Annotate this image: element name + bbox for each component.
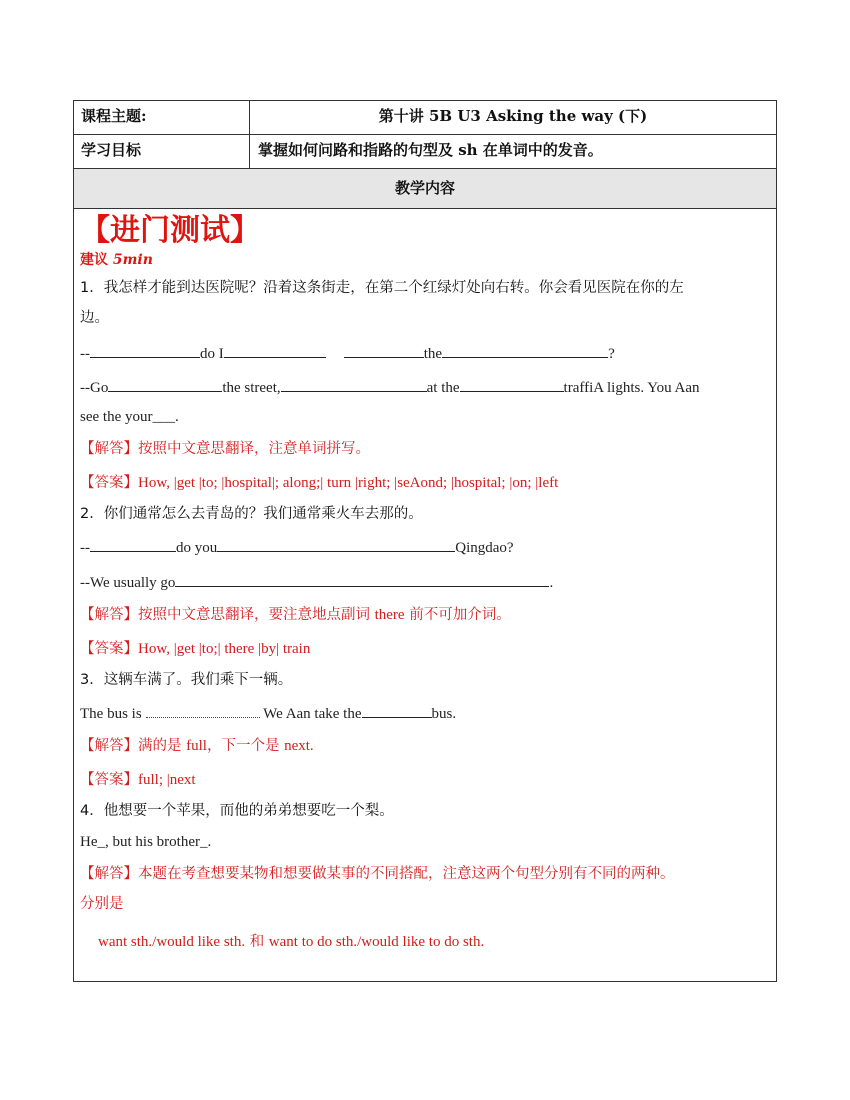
q1-line-1: [80, 343, 770, 364]
q2-line-1: [80, 537, 770, 558]
q2-blank-1[interactable]: [90, 537, 176, 552]
section-title: 【进门测试】: [80, 213, 260, 248]
q2-analysis-tag: 【解答】: [80, 607, 138, 623]
q1-blank-1[interactable]: [90, 343, 200, 358]
q4-pattern-b: want to do sth./would like to do sth.: [268, 934, 485, 950]
goal-value: 掌握如何问路和指路的句型及 sh 在单词中的发音。: [258, 141, 603, 159]
q3-blank-1[interactable]: [146, 705, 260, 718]
q3-analysis: [80, 736, 770, 756]
q4-pattern-and: 和: [249, 934, 265, 950]
q3-l1-c: bus.: [431, 706, 457, 722]
q1-analysis-text: 按照中文意思翻译，注意单词拼写。: [138, 441, 370, 457]
q2-analysis: [80, 605, 770, 625]
q1-l2-d: traffiA lights. You Aan: [563, 380, 700, 396]
q2-answer-text: How, |get |to;| there |by| train: [138, 641, 311, 657]
q2-l1-a: --: [80, 540, 90, 556]
q1-blank-5[interactable]: [108, 377, 222, 392]
q3-l1-b: We Aan take the: [259, 706, 362, 722]
q3-answer: [80, 770, 770, 790]
q2-analysis-there: there: [374, 607, 405, 623]
q4-analysis-tag: 【解答】: [80, 866, 138, 882]
q1-analysis-tag: 【解答】: [80, 441, 138, 457]
q1-l1-a: --: [80, 346, 90, 362]
q3-analysis-a: 满的是: [138, 738, 187, 754]
suggest-prefix: 建议: [80, 252, 113, 268]
q3-line-1: [80, 703, 770, 724]
q1-l1-d: ?: [608, 346, 615, 362]
q1-answer: [80, 473, 770, 493]
q1-blank-4[interactable]: [442, 343, 608, 358]
q4-analysis: [80, 864, 770, 884]
topic-label: 课程主题:: [74, 101, 250, 134]
q1-text-b: 边。: [80, 310, 109, 326]
q1-l2-a: --Go: [80, 380, 109, 396]
q1-blank-2[interactable]: [224, 343, 326, 358]
content-label: 教学内容: [394, 179, 455, 197]
q3-analysis-tag: 【解答】: [80, 738, 138, 754]
suggest-time: [80, 249, 770, 271]
q1-answer-tag: 【答案】: [80, 475, 138, 491]
q2-l2-a: --We usually go: [80, 575, 176, 591]
q3-blank-2[interactable]: [362, 703, 432, 718]
q1-l2-c: at the: [426, 380, 460, 396]
q1-blank-6[interactable]: [281, 377, 427, 392]
q4-analysis-a: 本题在考查想要某物和想要做某事的不同搭配，注意这两个句型分别有不同的两种。: [138, 866, 675, 882]
q2-blank-2[interactable]: [217, 537, 455, 552]
q1-text-a: 1．我怎样才能到达医院呢？沿着这条街走，在第二个红绿灯处向右转。你会看见医院在你的左: [80, 280, 684, 296]
q1-l1-c: the: [423, 346, 443, 362]
q1-analysis: [80, 439, 770, 459]
q2-line-2: [80, 572, 770, 593]
content-area: [80, 209, 770, 952]
q3-analysis-full: full: [186, 738, 207, 754]
q2-blank-3[interactable]: [175, 572, 549, 587]
q3-text: 3．这辆车满了。我们乘下一辆。: [80, 672, 293, 688]
q4-analysis-b: 分别是: [80, 896, 124, 912]
goal-label: 学习目标: [74, 135, 250, 168]
q4-pattern-a: want sth./would like sth.: [98, 934, 246, 950]
q1-blank-7[interactable]: [460, 377, 564, 392]
q3-l1-a: The bus is: [80, 706, 142, 722]
q3-analysis-b: ，下一个是: [206, 738, 285, 754]
q2-l1-c: Qingdao?: [455, 540, 514, 556]
content-header-row: [74, 169, 776, 209]
q1-blank-3[interactable]: [344, 343, 424, 358]
q3-answer-text: full; |next: [138, 772, 196, 788]
goal-row: [74, 135, 776, 169]
q3-answer-tag: 【答案】: [80, 772, 138, 788]
q2-analysis-a: 按照中文意思翻译，要注意地点副词: [138, 607, 375, 623]
q1-l2-b: the street,: [222, 380, 281, 396]
suggest-duration: 5min: [112, 252, 153, 268]
worksheet-table: [73, 100, 777, 982]
q2-l2-b: .: [549, 575, 554, 591]
q1-answer-text: How, |get |to; |hospital|; along;| turn |right; |seAond; |hospital; |on; |left: [138, 475, 559, 491]
topic-value: 第十讲 5B U3 Asking the way (下): [378, 107, 648, 125]
q1-l1-b: do I: [200, 346, 224, 362]
q2-answer-tag: 【答案】: [80, 641, 138, 657]
topic-row: [74, 101, 776, 135]
q1-line-2: [80, 377, 770, 398]
q1-line-3: see the your___.: [80, 409, 179, 425]
q2-answer: [80, 639, 770, 659]
q4-text: 4．他想要一个苹果，而他的弟弟想要吃一个梨。: [80, 803, 394, 819]
q4-patterns: [80, 932, 770, 952]
q4-line-1: He_, but his brother_.: [80, 834, 212, 850]
q2-l1-b: do you: [176, 540, 218, 556]
q3-analysis-next: next.: [284, 738, 314, 754]
q2-analysis-b: 前不可加介词。: [404, 607, 511, 623]
q2-text: 2．你们通常怎么去青岛的？我们通常乘火车去那的。: [80, 506, 423, 522]
